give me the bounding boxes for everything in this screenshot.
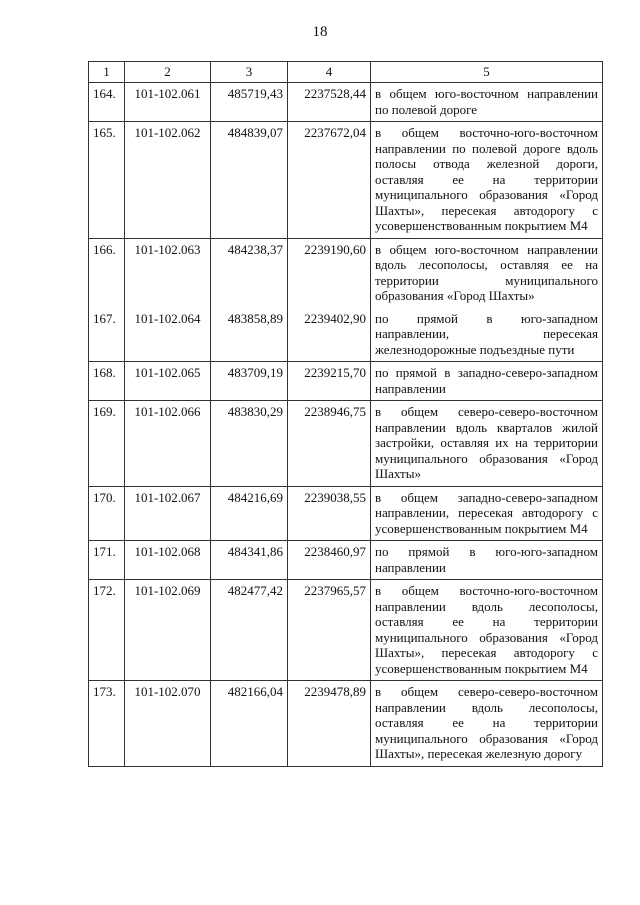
point-code: 101-102.064 (125, 308, 211, 362)
point-code: 101-102.067 (125, 486, 211, 541)
route-description: по прямой в западно-северо-западном направлении (371, 362, 603, 401)
table-row (89, 541, 603, 580)
coord-y: 2237672,04 (288, 122, 371, 239)
point-code: 101-102.070 (125, 681, 211, 767)
coord-y: 2239478,89 (288, 681, 371, 767)
header-cell: 1 (89, 62, 125, 83)
coord-x: 484839,07 (211, 122, 288, 239)
coord-x: 483858,89 (211, 308, 288, 362)
table-row (89, 238, 603, 308)
coord-y: 2237528,44 (288, 83, 371, 122)
boundary-points-table (88, 61, 603, 767)
coord-y: 2238460,97 (288, 541, 371, 580)
row-number: 165. (89, 122, 125, 239)
row-number: 164. (89, 83, 125, 122)
header-cell: 4 (288, 62, 371, 83)
route-description: в общем западно-северо-западном направлении, пересекая автодорогу с усовершенствованным покрытием М4 (371, 486, 603, 541)
row-number: 166. (89, 238, 125, 308)
row-number: 170. (89, 486, 125, 541)
row-number: 173. (89, 681, 125, 767)
table-row (89, 486, 603, 541)
coord-x: 484341,86 (211, 541, 288, 580)
coord-x: 485719,43 (211, 83, 288, 122)
coord-y: 2239038,55 (288, 486, 371, 541)
coord-y: 2237965,57 (288, 580, 371, 681)
row-number: 167. (89, 308, 125, 362)
point-code: 101-102.062 (125, 122, 211, 239)
coord-x: 484238,37 (211, 238, 288, 308)
point-code: 101-102.065 (125, 362, 211, 401)
coord-x: 482166,04 (211, 681, 288, 767)
coord-x: 484216,69 (211, 486, 288, 541)
route-description: по прямой в юго-юго-западном направлении (371, 541, 603, 580)
table-row (89, 308, 603, 362)
table-row (89, 681, 603, 767)
row-number: 169. (89, 401, 125, 487)
route-description: в общем юго-восточном направлении по полевой дороге (371, 83, 603, 122)
coord-y: 2239215,70 (288, 362, 371, 401)
route-description: по прямой в юго-западном направлении, пересекая железнодорожные подъездные пути (371, 308, 603, 362)
route-description: в общем северо-северо-восточном направлении вдоль лесополосы, оставляя ее на территории муниципального образования «Город Шахты», пересекая железную дорогу (371, 681, 603, 767)
header-cell: 2 (125, 62, 211, 83)
point-code: 101-102.066 (125, 401, 211, 487)
header-cell: 3 (211, 62, 288, 83)
route-description: в общем восточно-юго-восточном направлении вдоль лесополосы, оставляя ее на территории муниципального образования «Город Шахты», пересекая автодорогу с усовершенствованным покрытием М4 (371, 580, 603, 681)
table-header-row (89, 62, 603, 83)
table-row (89, 580, 603, 681)
point-code: 101-102.063 (125, 238, 211, 308)
row-number: 172. (89, 580, 125, 681)
header-cell: 5 (371, 62, 603, 83)
coord-x: 483709,19 (211, 362, 288, 401)
page-number: 18 (312, 24, 328, 40)
route-description: в общем юго-восточном направлении вдоль лесополосы, оставляя ее на территории муниципального образования «Город Шахты» (371, 238, 603, 308)
table-row (89, 401, 603, 487)
table-row (89, 83, 603, 122)
coord-x: 482477,42 (211, 580, 288, 681)
route-description: в общем восточно-юго-восточном направлении по полевой дороге вдоль полосы отвода железной дороги, оставляя ее на территории муниципального образования «Город Шахты», пересекая автодорогу с усовершенствованным покрытием М4 (371, 122, 603, 239)
row-number: 171. (89, 541, 125, 580)
table-row (89, 122, 603, 239)
coord-y: 2239402,90 (288, 308, 371, 362)
point-code: 101-102.061 (125, 83, 211, 122)
route-description: в общем северо-северо-восточном направлении вдоль кварталов жилой застройки, оставляя их на территории муниципального образования «Город Шахты» (371, 401, 603, 487)
coord-y: 2239190,60 (288, 238, 371, 308)
coord-x: 483830,29 (211, 401, 288, 487)
table-row (89, 362, 603, 401)
point-code: 101-102.068 (125, 541, 211, 580)
coord-y: 2238946,75 (288, 401, 371, 487)
row-number: 168. (89, 362, 125, 401)
point-code: 101-102.069 (125, 580, 211, 681)
